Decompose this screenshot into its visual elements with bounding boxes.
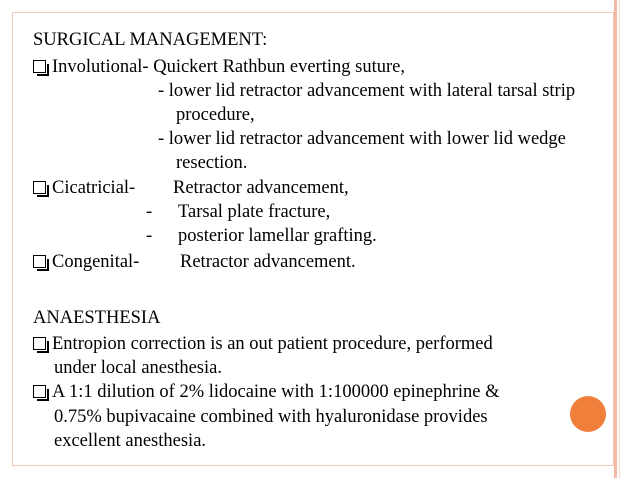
anaesthesia-point2-line1: A 1:1 dilution of 2% lidocaine with 1:100000 epinephrine & — [52, 382, 500, 402]
congenital-item1: Retractor advancement. — [180, 252, 356, 272]
bullet-anaesthesia-1 — [33, 333, 493, 355]
anaesthesia-point1-line1: Entropion correction is an out patient procedure, performed — [52, 334, 493, 354]
checkbox-bullet-icon — [33, 181, 46, 194]
bullet-congenital — [33, 251, 139, 273]
involutional-line4: - lower lid retractor advancement with lower lid wedge — [158, 129, 566, 149]
checkbox-bullet-icon — [33, 60, 46, 73]
bullet-anaesthesia-2 — [33, 381, 500, 403]
right-rule — [614, 0, 617, 478]
anaesthesia-point2-line2: 0.75% bupivacaine combined with hyaluronidase provides — [54, 407, 488, 427]
right-rule-thin — [619, 0, 620, 478]
anaesthesia-point1-line2: under local anesthesia. — [54, 358, 222, 378]
cicatricial-item1: Retractor advancement, — [173, 178, 349, 198]
involutional-label: Involutional- Quickert Rathbun everting suture, — [52, 57, 405, 77]
anaesthesia-point2-line3: excellent anesthesia. — [54, 431, 207, 451]
cicatricial-dash2: - — [146, 226, 153, 246]
checkbox-bullet-icon — [33, 255, 46, 268]
congenital-label: Congenital- — [52, 252, 140, 272]
involutional-line2: - lower lid retractor advancement with lateral tarsal strip — [158, 81, 576, 101]
cicatricial-label: Cicatricial- — [52, 178, 136, 198]
cicatricial-item2: Tarsal plate fracture, — [178, 202, 331, 222]
checkbox-bullet-icon — [33, 337, 46, 350]
involutional-line5: resection. — [176, 153, 248, 173]
involutional-line3: procedure, — [176, 105, 255, 125]
bullet-cicatricial — [33, 177, 135, 199]
checkbox-bullet-icon — [33, 385, 46, 398]
heading-anaesthesia: ANAESTHESIA — [33, 308, 161, 328]
cicatricial-item3: posterior lamellar grafting. — [178, 226, 377, 246]
heading-surgical-management: SURGICAL MANAGEMENT: — [33, 30, 268, 50]
cicatricial-dash1: - — [146, 202, 153, 222]
bullet-involutional — [33, 56, 405, 78]
orange-circle-decoration — [570, 396, 606, 432]
